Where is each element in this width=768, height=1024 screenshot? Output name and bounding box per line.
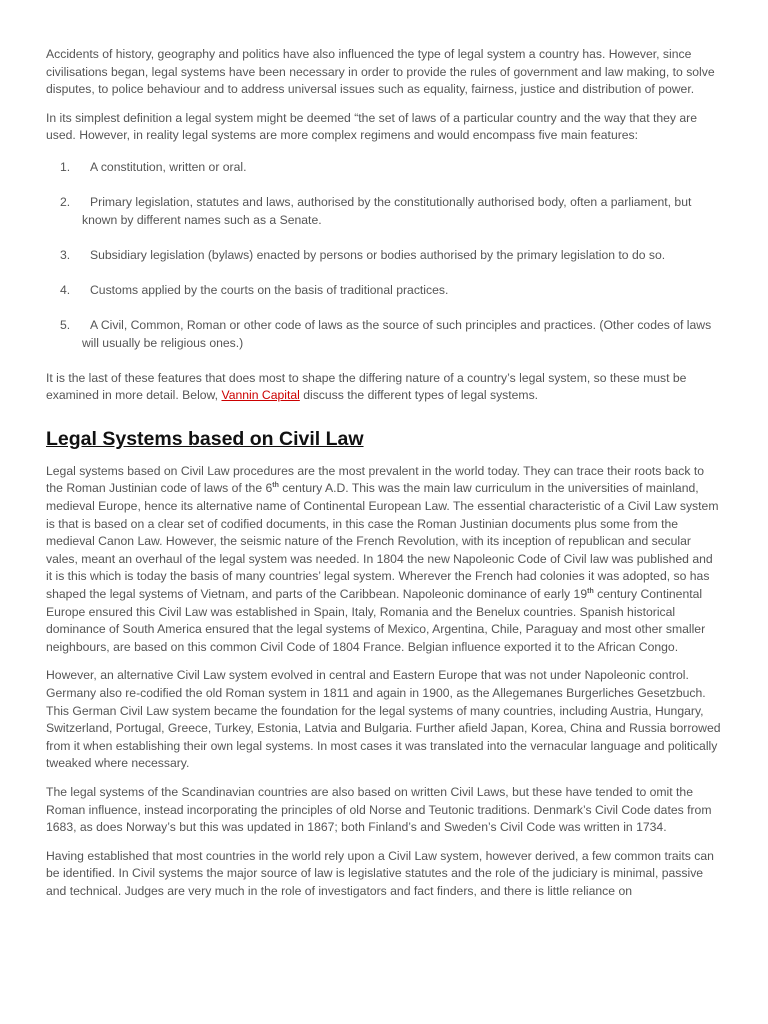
list-item-number: 1. (60, 159, 71, 174)
civil-law-paragraph-3: The legal systems of the Scandinavian countries are also based on written Civil Laws, but these have tended to omit the Roman influence, instead incorporating the principles of old Norse and Teutonic traditions. Denmark’s Civil Code dates from 1683, as does Norway’s but this was updated in 1867; both Finland’s and Sweden’s Civil Code was written in 1734. (46, 784, 712, 835)
features-list (46, 159, 722, 352)
list-item-number: 2. (60, 195, 71, 210)
list-item-number: 4. (60, 282, 71, 297)
intro-paragraph-1: Accidents of history, geography and politics have also influenced the type of legal system a country has. However, since civilisations began, legal systems have been necessary in order to provide the rules of government and law making, to solve disputes, to police behaviour and to address universal issues such as equality, fairness, justice and distribution of power. (46, 47, 715, 97)
list-item (46, 317, 722, 352)
section-heading: Legal Systems based on Civil Law (46, 427, 364, 450)
civil-law-paragraph-1 (46, 463, 722, 657)
list-item (46, 282, 722, 300)
civil-law-p1-part-b: century A.D. This was the main law curriculum in the universities of mainland, medieval Europe, hence its alternative name of Continental European Law. The essential characteristic of a Civil Law system is that is based on a clear set of codified documents, in this case the Roman Justinian documents plus some from the medieval Canon Law. However, the seismic nature of the French Revolution, with its inception of republican and secular vales, meant an overhaul of the legal system was needed. In 1804 the new Napoleonic Code of Civil law was published and it is this which is today the basis of many countries’ legal system. Wherever the French had colonies it was adopted, so has shaped the legal systems of Vietnam, and parts of the Caribbean. Napoleonic dominance of early 19 (46, 481, 719, 601)
superscript-th: th (272, 482, 279, 490)
list-item-text: A constitution, written or oral. (90, 159, 247, 174)
vannin-capital-link[interactable]: Vannin Capital (221, 388, 300, 403)
list-item-number: 5. (60, 317, 71, 332)
list-item-number: 3. (60, 247, 71, 262)
list-item-text: A Civil, Common, Roman or other code of laws as the source of such principles and practices. (Other codes of laws will usually be religious ones.) (82, 317, 712, 350)
closing-text-before-link: It is the last of these features that does most to shape the differing nature of a country’s legal system, so these must be examined in more detail. Below, (46, 370, 687, 403)
list-item (46, 247, 722, 265)
list-item-text: Primary legislation, statutes and laws, authorised by the constitutionally authorised body, often a parliament, but known by different names such as a Senate. (82, 195, 692, 227)
civil-law-paragraph-2: However, an alternative Civil Law system evolved in central and Eastern Europe that was not under Napoleonic control. Germany also re-codified the old Roman system in 1811 and again in 1900, as the Allegemanes Burgerliches Gesetzbuch. This German Civil Law system became the foundation for the legal systems of many countries, including Austria, Hungary, Switzerland, Portugal, Greece, Turkey, Estonia, Latvia and Bulgaria. Further afield Japan, Korea, China and Russia borrowed from it when establishing their own legal systems. In most cases it was translated into the vernacular language and politically tweaked where necessary. (46, 668, 721, 771)
closing-text-after-link: discuss the different types of legal systems. (299, 388, 539, 403)
civil-law-p1-part-c: century Continental Europe ensured this Civil Law was established in Spain, Italy, Romania and the Benelux countries. Spanish historical dominance of South America ensured that the legal systems of Mexico, Argentina, Chile, Paraguay and most other smaller neighbours, are based on this common Civil Code of 1804 France. Belgian influence exported it to the African Congo. (46, 586, 706, 654)
list-item-text: Customs applied by the courts on the basis of traditional practices. (90, 282, 449, 297)
intro-paragraph-2: In its simplest definition a legal system might be deemed “the set of laws of a particular country and the way that they are used. However, in reality legal systems are more complex regimens and would encompass five main features: (46, 110, 698, 143)
superscript-th: th (587, 587, 594, 595)
civil-law-p1-part-a: Legal systems based on Civil Law procedures are the most prevalent in the world today. They can trace their roots back to the Roman Justinian code of laws of the 6 (46, 463, 705, 496)
civil-law-paragraph-4: Having established that most countries in the world rely upon a Civil Law system, however derived, a few common traits can be identified. In Civil systems the major source of law is legislative statutes and the role of the judiciary is minimal, passive and technical. Judges are very much in the role of investigators and fact finders, and there is little reliance on (46, 848, 714, 898)
list-item (46, 159, 722, 177)
list-item-text: Subsidiary legislation (bylaws) enacted by persons or bodies authorised by the primary legislation to do so. (90, 247, 666, 262)
closing-paragraph (46, 370, 722, 405)
list-item (46, 194, 722, 229)
